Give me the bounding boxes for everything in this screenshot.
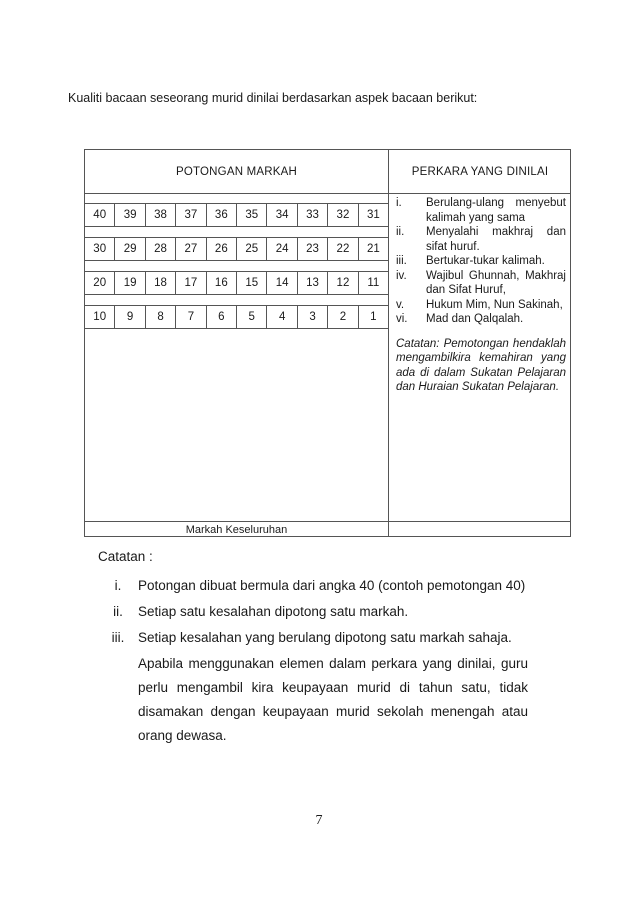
catatan-item-text: Setiap satu kesalahan dipotong satu markah.	[138, 604, 409, 619]
markah-grid	[85, 193, 388, 339]
markah-cell: 38	[145, 203, 175, 227]
markah-cell: 37	[175, 203, 205, 227]
perkara-item	[396, 196, 566, 225]
perkara-item-number: i.	[396, 197, 402, 209]
markah-cell: 34	[266, 203, 296, 227]
markah-cell: 17	[175, 271, 205, 295]
markah-cell: 33	[297, 203, 327, 227]
markah-cell: 15	[236, 271, 266, 295]
markah-cell: 1	[358, 305, 388, 329]
markah-cell: 4	[266, 305, 296, 329]
markah-cell: 24	[266, 237, 296, 261]
perkara-item-text: Bertukar-tukar kalimah.	[426, 255, 545, 267]
perkara-item-number: iii.	[396, 255, 407, 267]
table-divider	[388, 150, 389, 536]
markah-cell: 2	[327, 305, 357, 329]
markah-cell: 18	[145, 271, 175, 295]
markah-cell: 28	[145, 237, 175, 261]
markah-cell: 11	[358, 271, 388, 295]
markah-cell: 23	[297, 237, 327, 261]
markah-cell: 26	[206, 237, 236, 261]
perkara-item-number: v.	[396, 298, 405, 311]
perkara-item-text: Mad dan Qalqalah.	[426, 313, 524, 325]
catatan-item-number: iii.	[111, 630, 125, 645]
markah-keseluruhan-label: Markah Keseluruhan	[185, 523, 288, 536]
markah-cell: 20	[85, 271, 114, 295]
page-number: 7	[315, 813, 323, 828]
perkara-item-text: Wajibul Ghunnah, Makhraj dan Sifat Huruf,	[426, 269, 566, 296]
markah-cell: 14	[266, 271, 296, 295]
markah-cell: 27	[175, 237, 205, 261]
catatan-item-text: Potongan dibuat bermula dari angka 40 (contoh pemotongan 40)	[138, 578, 526, 593]
markah-cell: 39	[114, 203, 144, 227]
header-perkara-dinilai: PERKARA YANG DINILAI	[411, 165, 549, 178]
markah-cell: 31	[358, 203, 388, 227]
perkara-item	[396, 254, 566, 269]
markah-cell: 9	[114, 305, 144, 329]
catatan-paragraph: Apabila menggunakan elemen dalam perkara yang dinilai, guru perlu mengambil kira keupayaan murid di tahun satu, tidak disamakan dengan keupayaan murid sekolah menengah atau orang dewasa.	[138, 656, 528, 743]
markah-cell: 10	[85, 305, 114, 329]
catatan-title: Catatan :	[98, 549, 153, 564]
markah-cell: 5	[236, 305, 266, 329]
perkara-item	[396, 298, 566, 313]
table-note: Catatan: Pemotongan hendaklah mengambilkira kemahiran yang ada di dalam Sukatan Pelajaran dan Huraian Sukatan Pelajaran.	[396, 337, 566, 393]
perkara-item	[396, 312, 566, 327]
perkara-item	[396, 225, 566, 254]
perkara-item-text: Hukum Mim, Nun Sakinah,	[426, 298, 563, 311]
markah-cell: 21	[358, 237, 388, 261]
markah-cell: 16	[206, 271, 236, 295]
assessment-table	[84, 149, 571, 537]
markah-cell: 35	[236, 203, 266, 227]
markah-cell: 8	[145, 305, 175, 329]
markah-row	[85, 203, 388, 227]
perkara-item-text: Berulang-ulang menyebut kalimah yang sama	[426, 197, 566, 224]
perkara-item-number: iv.	[396, 269, 407, 282]
perkara-item	[396, 269, 566, 298]
perkara-item-text: Menyalahi makhraj dan sifat huruf.	[426, 226, 566, 253]
markah-cell: 19	[114, 271, 144, 295]
markah-cell: 3	[297, 305, 327, 329]
perkara-item-number: vi.	[396, 313, 408, 325]
markah-row	[85, 305, 388, 329]
markah-cell: 40	[85, 203, 114, 227]
catatan-item	[98, 574, 528, 598]
catatan-item	[98, 600, 528, 624]
catatan-item-number: ii.	[113, 604, 123, 619]
catatan-item-number: i.	[114, 578, 122, 593]
markah-cell: 32	[327, 203, 357, 227]
markah-cell: 6	[206, 305, 236, 329]
markah-cell: 30	[85, 237, 114, 261]
markah-cell: 12	[327, 271, 357, 295]
catatan-item	[98, 626, 528, 650]
catatan-item-text: Setiap kesalahan yang berulang dipotong satu markah sahaja.	[138, 630, 512, 645]
markah-cell: 29	[114, 237, 144, 261]
markah-row	[85, 237, 388, 261]
catatan-section	[98, 549, 528, 748]
header-potongan-markah: POTONGAN MARKAH	[176, 165, 297, 178]
markah-cell: 22	[327, 237, 357, 261]
markah-cell: 13	[297, 271, 327, 295]
markah-cell: 36	[206, 203, 236, 227]
markah-row	[85, 271, 388, 295]
perkara-item-number: ii.	[396, 226, 405, 238]
markah-cell: 25	[236, 237, 266, 261]
markah-cell: 7	[175, 305, 205, 329]
perkara-list	[396, 196, 566, 395]
intro-text: Kualiti bacaan seseorang murid dinilai berdasarkan aspek bacaan berikut:	[68, 91, 478, 105]
